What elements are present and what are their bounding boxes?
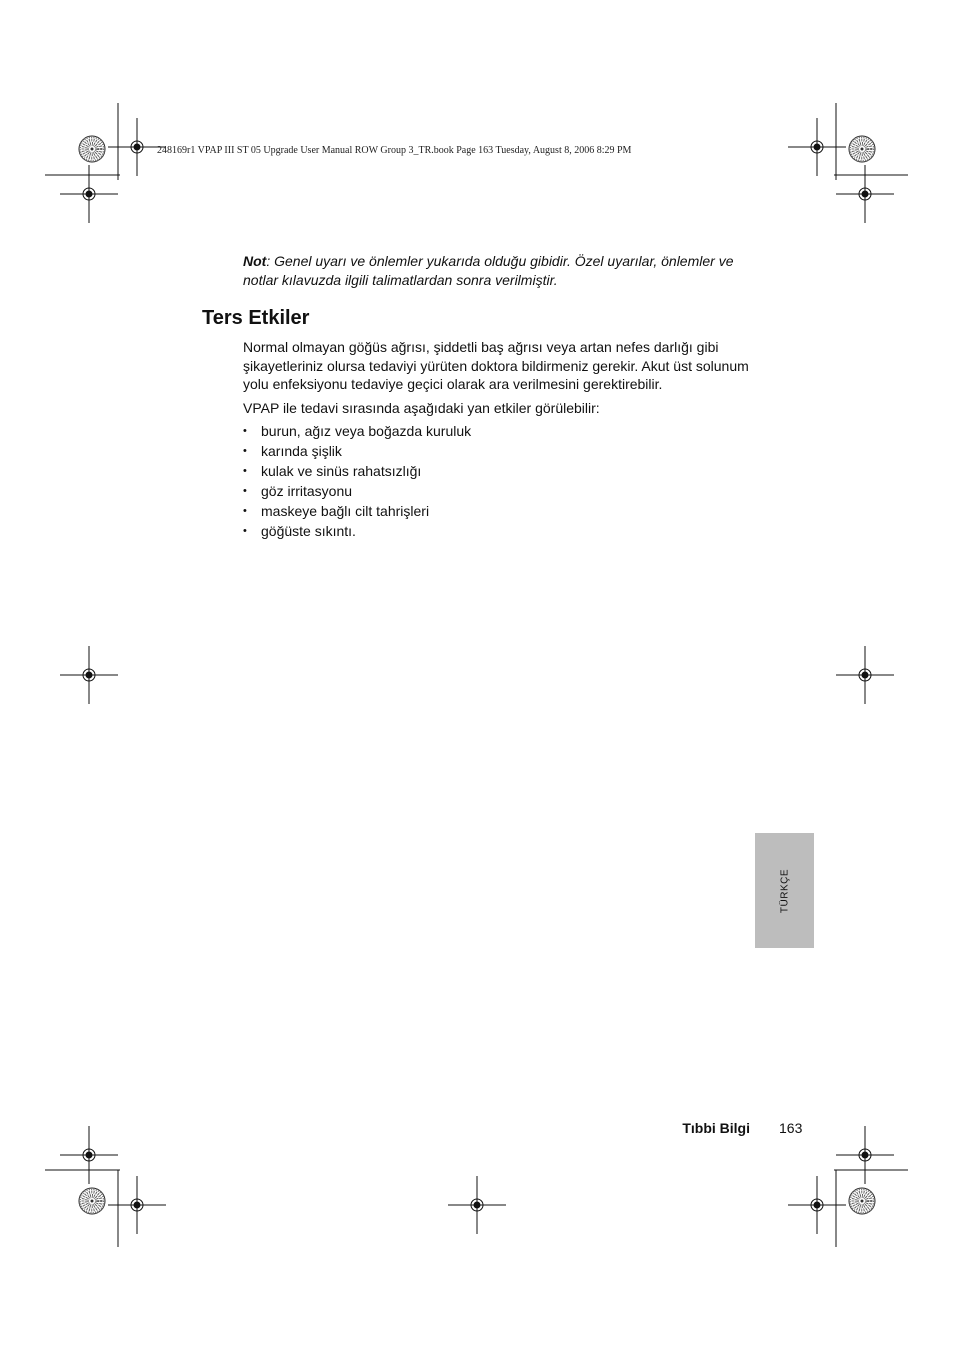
list-item: • karında şişlik [243,443,342,459]
bullet-icon: • [243,425,247,437]
page-number: 163 [779,1120,803,1136]
note-text: : Genel uyarı ve önlemler yukarıda olduğu gibidir. Özel uyarılar, önlemler ve notlar kılavuzda ilgili talimatlardan sonra verilmiştir. [243,253,734,288]
section-heading: Ters Etkiler [202,307,310,329]
list-item: • kulak ve sinüs rahatsızlığı [243,463,422,479]
note-label: Not [243,253,267,269]
language-tab-label: TÜRKÇE [779,868,790,913]
note-paragraph [243,252,763,290]
list-item: • göz irritasyonu [243,483,353,499]
bullet-icon: • [243,465,247,477]
color-wheel-icon [79,136,875,1214]
language-tab [755,833,814,948]
list-item: • göğüste sıkıntı. [243,523,356,539]
bullet-icon: • [243,445,247,457]
bullet-icon: • [243,505,247,517]
footer-section-name: Tıbbi Bilgi [682,1120,750,1136]
list-item: • burun, ağız veya boğazda kuruluk [243,423,472,439]
body-paragraph: Normal olmayan göğüs ağrısı, şiddetli baş ağrısı veya artan nefes darlığı gibi şikayetleriniz olursa tedaviyi yürüten doktora bildirmeniz gerekir. Akut üst solunum yolu enfeksiyonu tedaviye geçici olarak ara verilmesini gerektirebilir. [243,339,749,392]
section-body [243,338,763,541]
list-intro: VPAP ile tedavi sırasında aşağıdaki yan etkiler görülebilir: [243,399,600,416]
side-effects-list [243,421,763,541]
bullet-icon: • [243,485,247,497]
print-header: 248169r1 VPAP III ST 05 Upgrade User Manual ROW Group 3_TR.book Page 163 Tuesday, August 8, 2006 8:29 PM [157,145,632,156]
list-item: • maskeye bağlı cilt tahrişleri [243,503,430,519]
bullet-icon: • [243,525,247,537]
